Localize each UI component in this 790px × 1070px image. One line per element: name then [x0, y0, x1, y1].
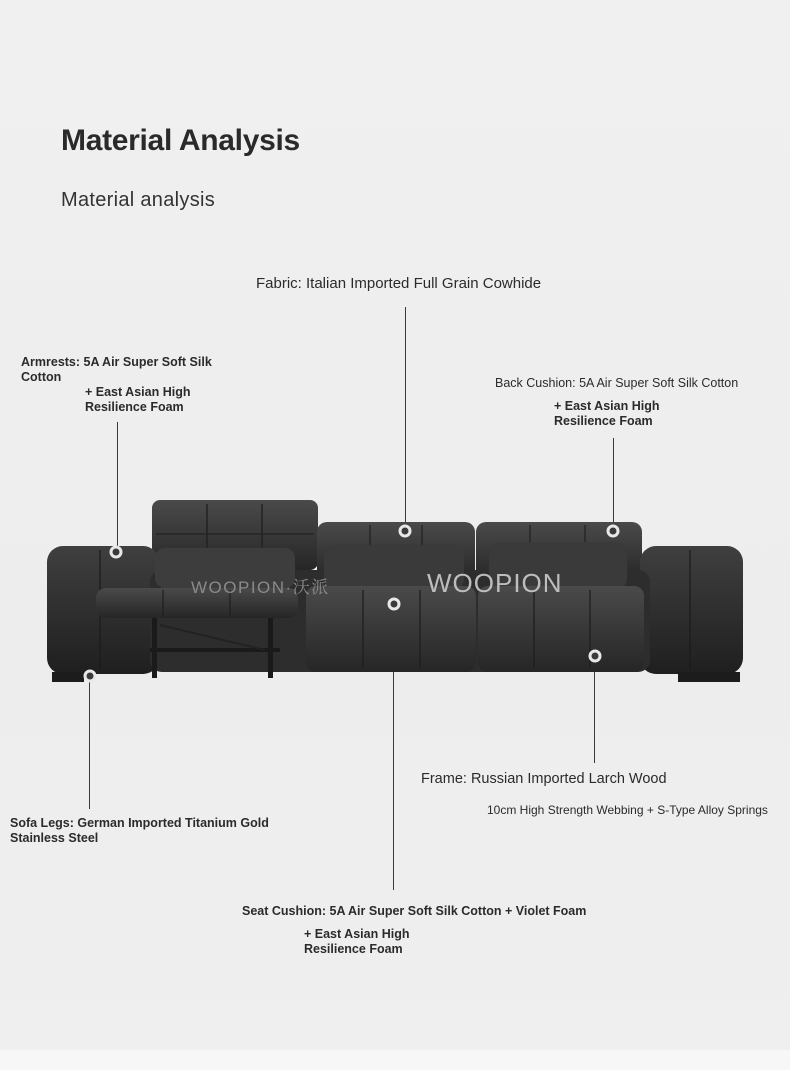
sofa-legs-label: Sofa Legs: German Imported Titanium Gold Stainless Steel — [10, 816, 269, 845]
footer-strip — [0, 1050, 790, 1070]
page-subtitle: Material analysis — [61, 189, 216, 211]
sofa-image — [0, 490, 790, 690]
back-cushion-label: Back Cushion: 5A Air Super Soft Silk Cotton — [495, 376, 739, 390]
legs-leader-line — [89, 676, 90, 809]
brand-logo: WOOPION — [427, 568, 563, 598]
page-title: Material Analysis — [61, 124, 300, 157]
frame-label: Frame: Russian Imported Larch Wood — [421, 771, 667, 787]
fabric-label: Fabric: Italian Imported Full Grain Cowhide — [256, 275, 542, 292]
seat-cushion-label: Seat Cushion: 5A Air Super Soft Silk Cotton + Violet Foam — [242, 904, 587, 918]
armrests-label: Armrests: 5A Air Super Soft Silk Cotton — [21, 355, 212, 384]
armrests-foam-label: + East Asian High Resilience Foam — [85, 385, 191, 414]
frame-springs-label: 10cm High Strength Webbing + S-Type Alloy Springs — [487, 803, 768, 817]
brand-logo-small: WOOPION·沃派 — [191, 578, 330, 597]
back-cushion-foam-label: + East Asian High Resilience Foam — [554, 399, 660, 428]
seat-cushion-foam-label: + East Asian High Resilience Foam — [304, 927, 410, 956]
